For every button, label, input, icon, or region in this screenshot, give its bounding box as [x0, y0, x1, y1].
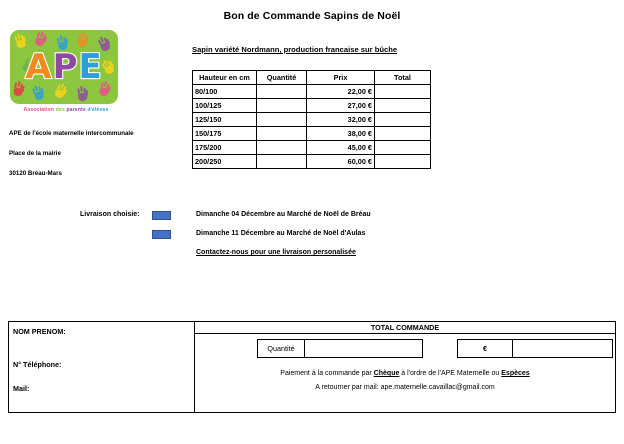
table-header-row [193, 71, 431, 85]
table-row [193, 155, 431, 169]
cell-quantity-input[interactable] [257, 113, 307, 127]
cell-price: 32,00 € [307, 113, 375, 127]
delivery-option-aulas: Dimanche 11 Décembre au Marché de Noël d'Aulas [196, 230, 366, 237]
price-table [192, 70, 431, 169]
cell-total-input[interactable] [375, 85, 431, 99]
product-heading: Sapin variété Nordmann, production francaise sur bûche [192, 45, 398, 54]
payment-text-mid: à l'ordre de l'APE Maternelle ou [399, 370, 502, 377]
order-form-panel [8, 321, 616, 413]
delivery-checkbox-aulas[interactable] [152, 230, 171, 239]
cell-height: 125/150 [193, 113, 257, 127]
order-total-section [195, 322, 615, 412]
cell-height: 80/100 [193, 85, 257, 99]
handprint-icon [75, 86, 89, 102]
address-line-1: APE de l'école maternelle intercommunale [9, 130, 134, 137]
logo-letter-e: E [78, 47, 103, 87]
column-header-height: Hauteur en cm [193, 71, 257, 85]
cell-total-input[interactable] [375, 127, 431, 141]
table-row [193, 141, 431, 155]
logo-caption-word-2: des [55, 107, 65, 113]
logo-letter-a: A [25, 47, 53, 87]
column-header-total: Total [375, 71, 431, 85]
cell-height: 150/175 [193, 127, 257, 141]
table-row [193, 113, 431, 127]
cell-height: 200/250 [193, 155, 257, 169]
currency-label: € [457, 339, 513, 358]
payment-method-especes: Espèces [501, 370, 530, 377]
logo-letters [10, 47, 118, 87]
cell-height: 175/200 [193, 141, 257, 155]
total-amount-group [457, 339, 613, 358]
custom-delivery-contact-line: Contactez-nous pour une livraison personalisée [196, 249, 356, 256]
cell-height: 100/125 [193, 99, 257, 113]
ape-logo [10, 30, 120, 113]
table-row [193, 99, 431, 113]
delivery-choice-label: Livraison choisie: [80, 211, 140, 218]
customer-details-section [9, 322, 195, 412]
column-header-quantity: Quantité [257, 71, 307, 85]
cell-price: 22,00 € [307, 85, 375, 99]
table-row [193, 127, 431, 141]
cell-total-input[interactable] [375, 113, 431, 127]
delivery-checkbox-breau[interactable] [152, 211, 171, 220]
cell-total-input[interactable] [375, 141, 431, 155]
cell-quantity-input[interactable] [257, 99, 307, 113]
field-label-mail[interactable]: Mail: [13, 384, 30, 393]
total-amount-input[interactable] [513, 339, 613, 358]
address-line-2: Place de la mairie [9, 150, 61, 158]
payment-text-pre: Paiement à la commande par [280, 370, 374, 377]
cell-quantity-input[interactable] [257, 127, 307, 141]
cell-price: 38,00 € [307, 127, 375, 141]
table-row [193, 85, 431, 99]
total-quantity-input[interactable] [305, 339, 423, 358]
field-label-phone[interactable]: N° Téléphone: [13, 360, 62, 369]
cell-quantity-input[interactable] [257, 85, 307, 99]
cell-total-input[interactable] [375, 99, 431, 113]
cell-quantity-input[interactable] [257, 155, 307, 169]
cell-price: 27,00 € [307, 99, 375, 113]
total-quantity-group [257, 339, 423, 358]
payment-method-line [195, 370, 615, 377]
logo-card [10, 30, 118, 104]
payment-instructions [195, 370, 615, 398]
handprint-icon [32, 30, 49, 49]
payment-method-cheque: Chèque [373, 370, 400, 377]
cell-price: 45,00 € [307, 141, 375, 155]
logo-letter-p: P [52, 47, 79, 87]
logo-caption [10, 107, 122, 113]
page-title: Bon de Commande Sapins de Noël [223, 10, 401, 22]
cell-price: 60,00 € [307, 155, 375, 169]
logo-caption-word-1: Association [23, 107, 55, 113]
handprint-icon [30, 84, 47, 102]
column-header-price: Prix [307, 71, 375, 85]
cell-quantity-input[interactable] [257, 141, 307, 155]
logo-caption-word-3: parents [66, 107, 86, 113]
address-line-3: 30120 Bréau-Mars [9, 170, 62, 178]
total-commande-header: TOTAL COMMANDE [195, 322, 615, 334]
cell-total-input[interactable] [375, 155, 431, 169]
logo-caption-word-4: d'élèves [87, 107, 109, 113]
field-label-name[interactable]: NOM PRENOM: [13, 327, 66, 336]
organization-address [9, 131, 134, 192]
return-by-mail-line: A retourner par mail: ape.maternelle.cavaillac@gmail.com [315, 384, 495, 391]
total-quantity-label: Quantité [257, 339, 305, 358]
delivery-option-breau: Dimanche 04 Décembre au Marché de Noël de Bréau [196, 211, 371, 218]
